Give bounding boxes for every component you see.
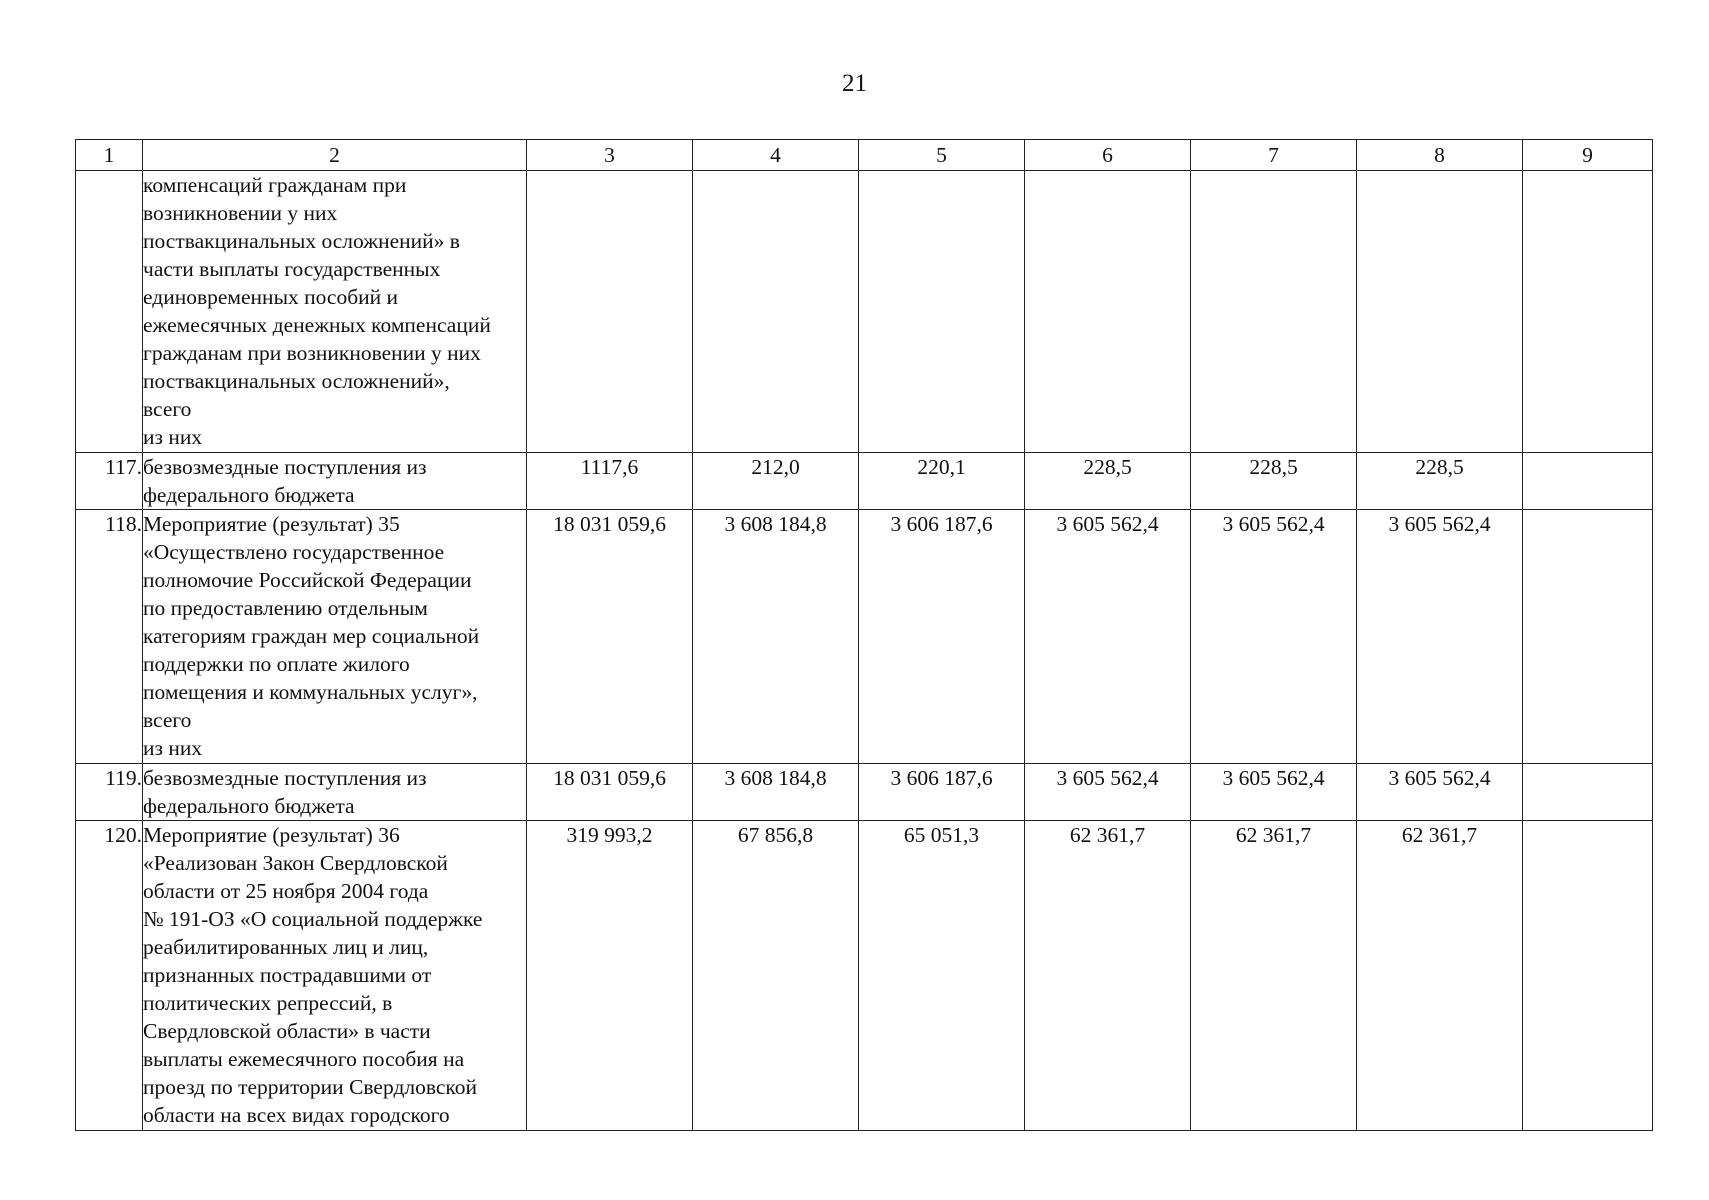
- budget-table: [75, 139, 1653, 1131]
- header-row: [76, 140, 1653, 171]
- value-col-4: 3 608 184,8: [693, 764, 859, 821]
- row-number: [76, 171, 143, 453]
- value-col-7: [1191, 171, 1357, 453]
- value-col-3: 18 031 059,6: [527, 510, 693, 764]
- value-col-8: 228,5: [1357, 453, 1523, 510]
- value-col-8: 3 605 562,4: [1357, 510, 1523, 764]
- value-col-5: 220,1: [859, 453, 1025, 510]
- value-col-9: [1523, 764, 1653, 821]
- value-col-4: 67 856,8: [693, 821, 859, 1131]
- value-col-5: 65 051,3: [859, 821, 1025, 1131]
- value-col-7: 3 605 562,4: [1191, 510, 1357, 764]
- value-col-5: 3 606 187,6: [859, 764, 1025, 821]
- value-col-3: 18 031 059,6: [527, 764, 693, 821]
- value-col-8: 3 605 562,4: [1357, 764, 1523, 821]
- value-col-6: [1025, 171, 1191, 453]
- value-col-3: 1117,6: [527, 453, 693, 510]
- column-header-2: 2: [143, 140, 527, 171]
- value-col-3: 319 993,2: [527, 821, 693, 1131]
- table-row: [76, 171, 1653, 453]
- value-col-9: [1523, 171, 1653, 453]
- row-number: 117.: [76, 453, 143, 510]
- table-row: [76, 453, 1653, 510]
- value-col-4: [693, 171, 859, 453]
- table-row: [76, 764, 1653, 821]
- value-col-4: 212,0: [693, 453, 859, 510]
- value-col-7: 228,5: [1191, 453, 1357, 510]
- column-header-1: 1: [76, 140, 143, 171]
- row-description: Мероприятие (результат) 36 «Реализован Закон Свердловской области от 25 ноября 2004 года № 191-ОЗ «О социальной поддержке реабилитированных лиц и лиц, признанных пострадавшими от политических репрессий, в Свердловской области» в части выплаты ежемесячного пособия на проезд по территории Свердловской области на всех видах городского: [143, 821, 527, 1131]
- value-col-9: [1523, 510, 1653, 764]
- value-col-7: 62 361,7: [1191, 821, 1357, 1131]
- column-header-9: 9: [1523, 140, 1653, 171]
- row-number: 119.: [76, 764, 143, 821]
- value-col-9: [1523, 453, 1653, 510]
- row-description: безвозмездные поступления из федерального бюджета: [143, 453, 527, 510]
- row-number: 118.: [76, 510, 143, 764]
- row-description: безвозмездные поступления из федерального бюджета: [143, 764, 527, 821]
- value-col-6: 3 605 562,4: [1025, 510, 1191, 764]
- value-col-8: [1357, 171, 1523, 453]
- value-col-9: [1523, 821, 1653, 1131]
- value-col-6: 62 361,7: [1025, 821, 1191, 1131]
- column-header-7: 7: [1191, 140, 1357, 171]
- column-header-8: 8: [1357, 140, 1523, 171]
- column-header-5: 5: [859, 140, 1025, 171]
- column-header-4: 4: [693, 140, 859, 171]
- value-col-4: 3 608 184,8: [693, 510, 859, 764]
- table-row: [76, 510, 1653, 764]
- table-row: [76, 821, 1653, 1131]
- row-description: Мероприятие (результат) 35 «Осуществлено государственное полномочие Российской Федерации по предоставлению отдельным категориям граждан мер социальной поддержки по оплате жилого помещения и коммунальных услуг», всего из них: [143, 510, 527, 764]
- value-col-8: 62 361,7: [1357, 821, 1523, 1131]
- row-number: 120.: [76, 821, 143, 1131]
- value-col-6: 228,5: [1025, 453, 1191, 510]
- value-col-6: 3 605 562,4: [1025, 764, 1191, 821]
- column-header-3: 3: [527, 140, 693, 171]
- value-col-5: [859, 171, 1025, 453]
- value-col-7: 3 605 562,4: [1191, 764, 1357, 821]
- value-col-5: 3 606 187,6: [859, 510, 1025, 764]
- column-header-6: 6: [1025, 140, 1191, 171]
- row-description: компенсаций гражданам при возникновении у них поствакцинальных осложнений» в части выплаты государственных единовременных пособий и ежемесячных денежных компенсаций гражданам при возникновении у них поствакцинальных осложнений», всего из них: [143, 171, 527, 453]
- page-number: 21: [842, 70, 867, 97]
- value-col-3: [527, 171, 693, 453]
